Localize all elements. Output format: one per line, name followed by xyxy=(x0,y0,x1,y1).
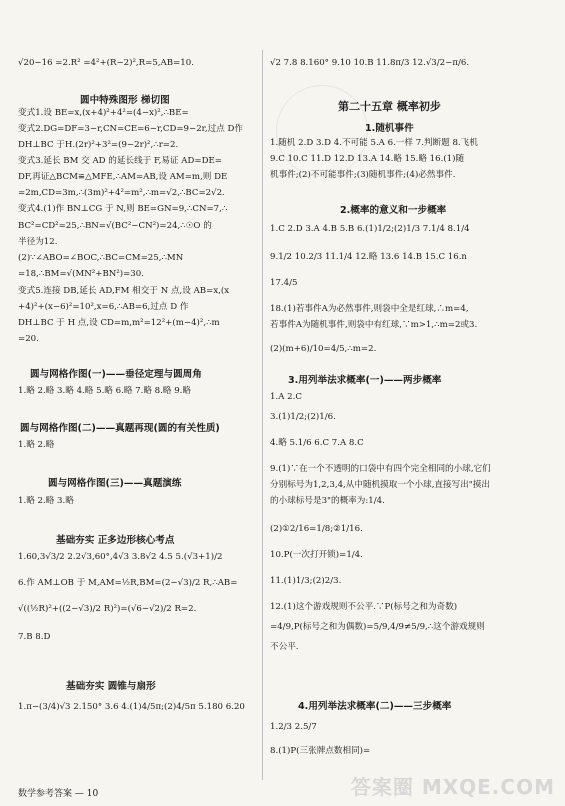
answer-line: 1.A 2.C xyxy=(270,392,302,402)
answer-line: 1.2/3 2.5/7 xyxy=(270,722,317,732)
answer-line: 17.4/5 xyxy=(270,278,298,288)
section-title: 圆与网格作图(一)——垂径定理与圆周角 xyxy=(30,369,202,380)
answer-line: +4)²+(x−6)²=10²,x=6,∴AB=6,过点 D 作 xyxy=(18,302,189,312)
answer-line: =2m,CD=3m,∴(3m)²+4²=m²,∴m=√2,∴BC=2√2. xyxy=(18,188,225,198)
answer-line: 1.略 2.略 xyxy=(18,440,55,450)
answer-line: 变式5.连接 DB,延长 AD,FM 相交于 N 点,设 AB=x,(x xyxy=(18,286,230,296)
section-title: 圆与网格作图(二)——真题再现(圆的有关性质) xyxy=(20,423,220,434)
answer-line: BC²=CD²=25,∴BN=√(BC²−CN²)=24,∴☉O 的 xyxy=(18,221,212,231)
left-top-line: √20−16 =2.R² =4²+(R−2)²,R=5,AB=10. xyxy=(18,58,194,68)
answer-line: (2)①2/16=1/8;②1/16. xyxy=(270,524,363,534)
answer-line: 分别标号为1,2,3,4,从中随机摸取一个小球,直接写出"摸出 xyxy=(270,480,490,490)
answer-line: (2)∵∠ABO=∠BOC,∴BC=CM=25,∴MN xyxy=(18,253,184,263)
answer-line: 4.略 5.1/6 6.C 7.A 8.C xyxy=(270,438,364,448)
answer-line: 不公平. xyxy=(270,642,299,652)
answer-line: 7.B 8.D xyxy=(18,632,51,642)
section-title: 2.概率的意义和一步概率 xyxy=(340,205,447,216)
answer-line: 1.C 2.D 3.A 4.B 5.B 6.(1)1/2;(2)1/3 7.1/4 8.1/4 xyxy=(270,224,470,234)
answer-line: 1.略 2.略 3.略 xyxy=(18,496,74,506)
answer-line: 1.随机 2.D 3.D 4.不可能 5.A 6.一样 7.判断题 8.飞机 xyxy=(270,138,478,148)
section-title: 4.用列举法求概率(二)——三步概率 xyxy=(298,701,452,712)
answer-line: 3.(1)1/2;(2)1/6. xyxy=(270,412,336,422)
right-top-line: √2 7.8 8.160° 9.10 10.B 11.8π/3 12.√3/2−π/6. xyxy=(270,58,470,68)
answer-line: 变式4.(1)作 BN⊥CG 于 N,则 BE=GN=9,∴CN=7,∴ xyxy=(18,204,228,214)
answer-line: DH⊥BC 于 H 点,设 CD=m,m²=12²+(m−4)²,∴m xyxy=(18,318,220,328)
answer-line: (2)(m+6)/10=4/5,∴m=2. xyxy=(270,344,377,354)
section-title: 圆中特殊图形 梯切图 xyxy=(80,95,170,106)
section-title: 3.用列举法求概率(一)——两步概率 xyxy=(288,375,442,386)
column-divider xyxy=(262,50,263,780)
answer-line: 变式3.延长 BM 交 AD 的延长线于 F,易证 AD=DE= xyxy=(18,156,222,166)
answer-line: 8.(1)P(三张牌点数相同)= xyxy=(270,746,371,756)
answer-line: 12.(1)这个游戏规则不公平.∵P(标号之和为奇数) xyxy=(270,602,458,612)
answer-line: DH⊥BC 于H.(2r)²+3²=(9−2r)²,∴r=2. xyxy=(18,140,179,150)
answer-line: 半径为12. xyxy=(18,237,58,247)
chapter-title: 第二十五章 概率初步 xyxy=(338,100,441,113)
answer-line: 11.(1)1/3;(2)2/3. xyxy=(270,576,342,586)
answer-line: 变式2.DG=DF=3−r,CN=CE=6−r,CD=9−2r,过点 D作 xyxy=(18,124,243,134)
section-title: 1.随机事件 xyxy=(365,123,414,134)
answer-line: √((½R)²+((2−√3)/2 R)²)=(√6−√2)/2 R=2. xyxy=(18,604,197,614)
answer-line: =20. xyxy=(18,334,39,344)
answer-line: 1.略 2.略 3.略 4.略 5.略 6.略 7.略 8.略 9.略 xyxy=(18,386,191,396)
answer-line: =4/9,P(标号之和为偶数)=5/9,4/9≠5/9,∴这个游戏规则 xyxy=(270,622,485,632)
answer-line: 9.(1)∵在一个不透明的口袋中有四个完全相同的小球,它们 xyxy=(270,464,491,474)
answer-line: 若事件A为随机事件,则袋中有红球,∵m>1,∴m=2或3. xyxy=(270,320,478,330)
watermark-logo: 答案圈 MXQE.COM xyxy=(350,775,555,799)
answer-line: 18.(1)若事件A为必然事件,则袋中全是红球,∴m=4, xyxy=(270,304,469,314)
section-title: 基础夯实 正多边形核心考点 xyxy=(56,535,175,546)
answer-line: 1.π−(3/4)√3 2.150° 3.6 4.(1)4/5π;(2)4/5π 5.180 6.20 xyxy=(18,702,245,712)
page-footer: 数学参考答案 — 10 xyxy=(18,789,99,799)
answer-line: =18,∴BM=√(MN²+BN²)=30. xyxy=(18,269,144,279)
answer-line: 10.P(一次打开锁)=1/4. xyxy=(270,550,363,560)
answer-line: 机事件;(2)不可能事件;(3)随机事件;(4)必然事件. xyxy=(270,170,456,180)
answer-line: 9.1/2 10.2/3 11.1/4 12.略 13.6 14.B 15.C 16.n xyxy=(270,252,467,262)
answer-line: 9.C 10.C 11.D 12.D 13.A 14.略 15.略 16.(1)随 xyxy=(270,154,465,164)
answer-line: 的小球标号是3"的概率为:1/4. xyxy=(270,496,385,506)
section-title: 圆与网格作图(三)——真题演练 xyxy=(48,478,182,489)
answer-line: DF,再证△BCM≌△MFE,∴AM=AB,设 AM=m,则 DE xyxy=(18,172,228,182)
section-title: 基础夯实 圆锥与扇形 xyxy=(66,681,156,692)
answer-line: 1.60,3√3/2 2.2√3,60°,4√3 3.8√2 4.5 5.(√3+1)/2 xyxy=(18,552,223,562)
answer-line: 6.作 AM⊥OB 于 M,AM=½R,BM=(2−√3)/2 R,∴AB= xyxy=(18,578,238,588)
answer-line: 变式1.设 BE=x,(x+4)²+4²=(4−x)²,∴BE= xyxy=(18,108,189,118)
